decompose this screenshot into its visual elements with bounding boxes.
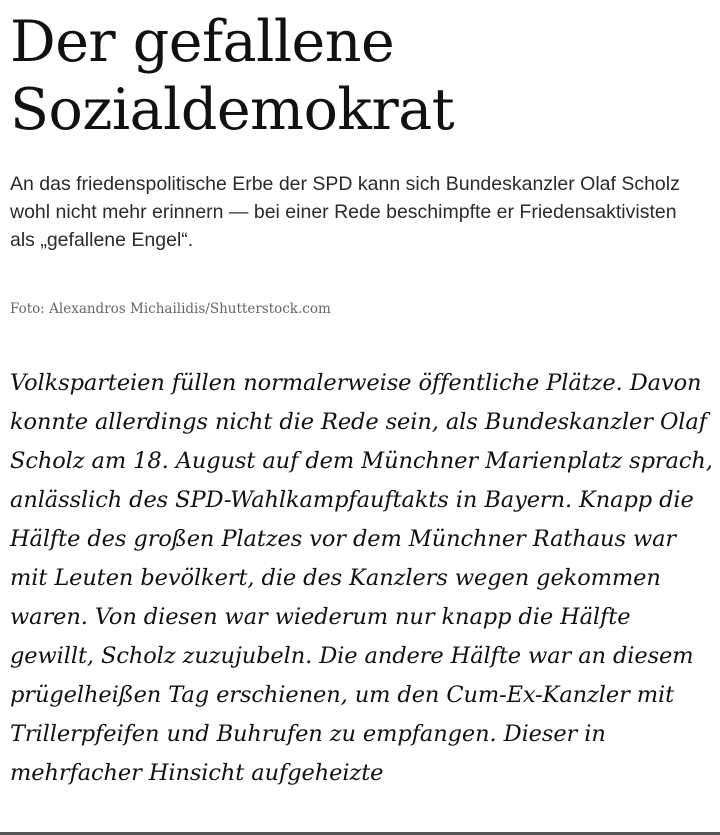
photo-credit: Foto: Alexandros Michailidis/Shutterstock.com xyxy=(10,301,331,317)
article-lead: An das friedenspolitische Erbe der SPD kann sich Bundeskanzler Olaf Scholz wohl nicht mehr erinnern — bei einer Rede beschimpfte er Friedensaktivisten als „gefallene Engel“. xyxy=(10,173,680,251)
article-headline: Der gefallene Sozialdemokrat xyxy=(10,9,455,143)
article-body: Volksparteien füllen normalerweise öffentliche Plätze. Davon konnte allerdings nicht die Rede sein, als Bundeskanzler Olaf Scholz am 18. August auf dem Münchner Marienplatz sprach, anlässlich des SPD-Wahlkampfauftakts in Bayern. Knapp die Hälfte des großen Platzes vor dem Münchner Rathaus war mit Leuten bevölkert, die des Kanzlers wegen gekommen waren. Von diesen war wiederum nur knapp die Hälfte gewillt, Scholz zuzujubeln. Die andere Hälfte war an diesem prügelheißen Tag erschienen, um den Cum-Ex-Kanzler mit Trillerpfeifen und Buhrufen zu empfangen. Dieser in mehrfacher Hinsicht aufgeheizte xyxy=(10,370,713,786)
